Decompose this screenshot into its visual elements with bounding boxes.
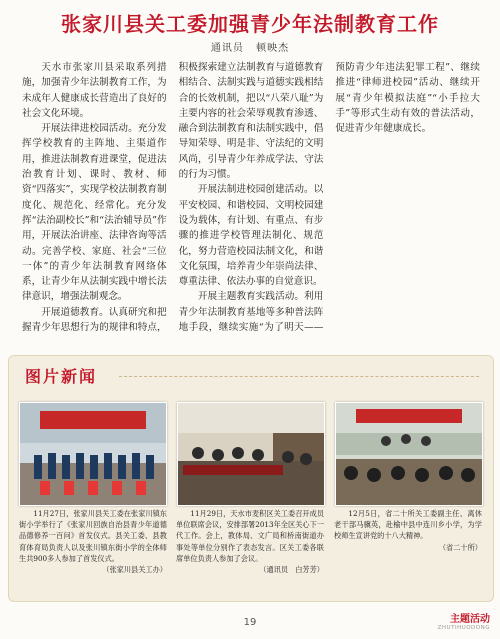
photo-meeting — [177, 402, 325, 506]
caption-credit: （通讯员 白芳芳） — [259, 565, 324, 575]
byline-role: 通讯员 — [210, 43, 244, 54]
photo-caption-2 — [176, 508, 324, 575]
caption-text: 11月27日，张家川县关工委在张家川镇东街小学举行了《张家川回族自治县青少年道德品德修养一百问》首发仪式。县关工委、县教育体育局负责人以及张川镇东街小学的全体师生共900多人参加了首发仪式。 — [19, 509, 167, 563]
article-paragraph: 开展法制进校园创建活动。以平安校园、和谐校园、文明校园建设为载体，有计划、有重点、有步骤的推进学校管理法制化、规范化，努力营造校园法制文化，和谐文化氛围，培养青少年崇尚法律、尊重法律、依法办事的自觉意识。 — [178, 184, 324, 288]
article-paragraph: 开展法律进校园活动。充分发挥学校教育的主阵地、主渠道作用，推进法制教育进课堂，促进法治教育计划、课时、教材、师资“四落实”，实现学校法制教育制度化、规范化、经常化。充分发挥“法治副校长”和“法治辅导员”作用，开展法治讲座、法律咨询等活动。完善学校、家庭、社会“三位一体”的青少年法制教育网络体系，让青少年从法制实践中增长法律意识，增强法制观念。 — [22, 123, 167, 303]
photo-caption-3 — [334, 508, 482, 553]
article-title: 张家川县关工委加强青少年法制教育工作 — [61, 12, 439, 36]
page-number: 19 — [243, 617, 257, 628]
article-paragraph: 开展道德教育。认真研究和把握青少年思想行为的规律和特点，积极探索建立法制教育与道德教育相结合、法制实践与道德实践相结合的长效机制，把以“八荣八耻”为主要内容的社会荣辱观教育渗透、融合到法制教育和法制实践中，倡导知荣辱、明是非、守法纪的文明风尚，引导青少年养成学法、守法的行为习惯。 — [22, 62, 324, 334]
column-name: 主题活动 — [450, 614, 490, 625]
column-brand — [438, 610, 490, 631]
section-divider — [119, 376, 479, 377]
caption-credit: （张家川县关工办） — [102, 565, 167, 575]
photo-caption-1 — [19, 508, 167, 575]
caption-text: 11月29日，天水市麦积区关工委召开成员单位联席会议，安排部署2013年全区关心下一代工作。会上，教体局、文广局和桥南街道办事处等单位分别作了表态发言。区关工委各联席单位负责人参加了会议。 — [176, 509, 324, 563]
byline-author: 顿映杰 — [256, 43, 290, 54]
caption-credit: （省二十所） — [438, 542, 482, 552]
photo-ceremony — [19, 402, 167, 506]
column-name-en: ZHUTIHUODONG — [437, 625, 490, 631]
photo-lecture — [335, 402, 483, 506]
photo-news-title: 图片新闻 — [25, 367, 98, 386]
article-body — [22, 60, 480, 350]
article-paragraph: 开展主题教育实践活动。利用青少年法制教育基地等多种普法阵地手段，继续实施“为了明天——预防青少年违法犯罪工程”、继续推进“律师进校园”活动、继续开展“青少年模拟法庭”“小手拉大手”等形式生动有效的普法活动，促进青少年健康成长。 — [178, 62, 480, 334]
caption-text: 12月5日，省二十所关工委副主任、离休老干部马骥英，赴榆中县中连川乡小学，为学校师生宣讲党的十八大精神。 — [334, 509, 482, 541]
byline — [0, 39, 500, 54]
article-paragraph: 天水市张家川县采取系列措施，加强青少年法制教育工作，为未成年人健康成长营造出了良好的社会文化环境。 — [22, 62, 167, 119]
photo-news-section — [8, 355, 494, 602]
